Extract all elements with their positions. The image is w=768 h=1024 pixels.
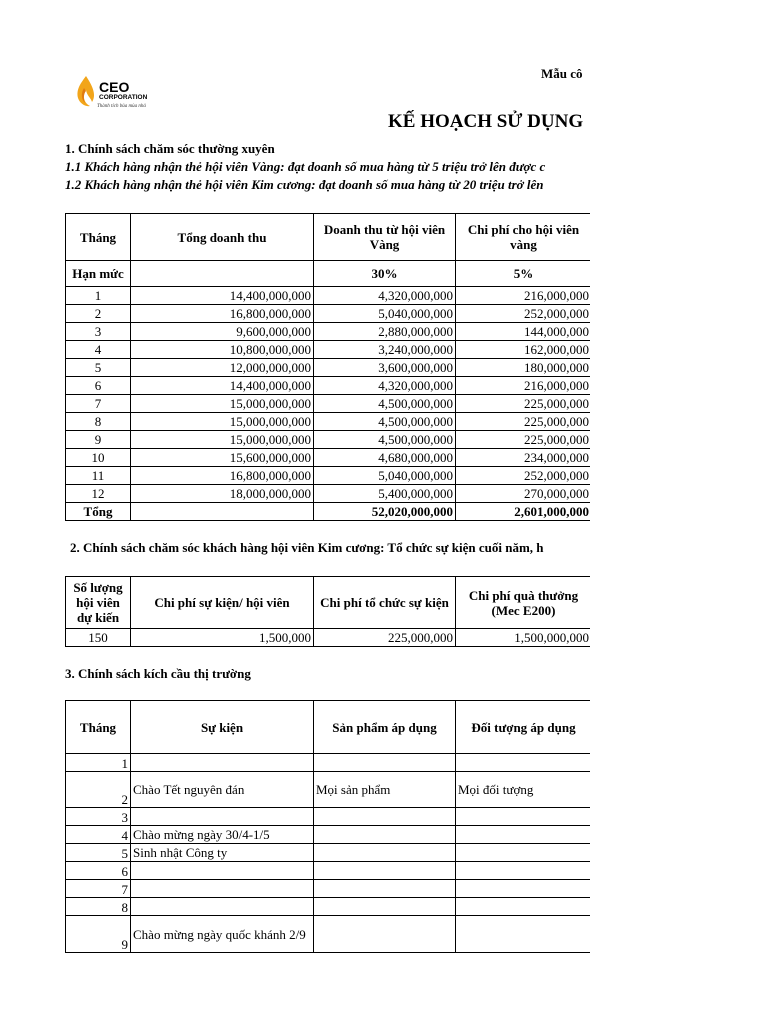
table-row: [66, 772, 591, 808]
cell: 4,680,000,000: [314, 449, 456, 467]
cell: 2: [66, 772, 131, 808]
cell: 4,500,000,000: [314, 431, 456, 449]
cell: [456, 754, 591, 772]
cell: 12: [66, 485, 131, 503]
cell: 16,800,000,000: [131, 305, 314, 323]
cell: 9: [66, 431, 131, 449]
cell: [314, 862, 456, 880]
cell: 162,000,000: [456, 341, 591, 359]
table-row: [66, 377, 591, 395]
limit-pct-2: 5%: [456, 261, 591, 287]
table-row: [66, 916, 591, 953]
cell: 225,000,000: [456, 413, 591, 431]
cell: 4: [66, 826, 131, 844]
table-row: [66, 754, 591, 772]
cell: 252,000,000: [456, 467, 591, 485]
cell: 7: [66, 395, 131, 413]
cell: 5,040,000,000: [314, 305, 456, 323]
cell: 144,000,000: [456, 323, 591, 341]
cell: 9,600,000,000: [131, 323, 314, 341]
cell: 15,600,000,000: [131, 449, 314, 467]
cell: [456, 808, 591, 826]
cell: 6: [66, 377, 131, 395]
cell: 4,320,000,000: [314, 287, 456, 305]
header-cell: Tháng: [66, 214, 131, 261]
header-cell: Chi phí quà thưởng (Mec E200): [456, 577, 591, 629]
cell: 5: [66, 359, 131, 377]
limit-label: Hạn mức: [66, 261, 131, 287]
header-cell: Tháng: [66, 701, 131, 754]
empty-cell: [131, 503, 314, 521]
flame-icon: [72, 74, 100, 108]
cell: 216,000,000: [456, 287, 591, 305]
total-row: [66, 503, 591, 521]
limit-pct-1: 30%: [314, 261, 456, 287]
cell: 270,000,000: [456, 485, 591, 503]
table-header-row: [66, 214, 591, 261]
cell: 5,040,000,000: [314, 467, 456, 485]
header-cell: Số lượng hội viên dự kiến: [66, 577, 131, 629]
cell: 16,800,000,000: [131, 467, 314, 485]
table-row: [66, 844, 591, 862]
header-cell: Đối tượng áp dụng: [456, 701, 591, 754]
cell: 15,000,000,000: [131, 413, 314, 431]
cell: 4,320,000,000: [314, 377, 456, 395]
cell: 7: [66, 880, 131, 898]
table-row: [66, 485, 591, 503]
section1-line2: 1.2 Khách hàng nhận thẻ hội viên Kim cương: đạt doanh số mua hàng từ 20 triệu trở lên: [65, 177, 544, 192]
cell: 10: [66, 449, 131, 467]
cell: 225,000,000: [456, 395, 591, 413]
table-row: [66, 898, 591, 916]
cell: [131, 862, 314, 880]
cell: 2: [66, 305, 131, 323]
cell: 10,800,000,000: [131, 341, 314, 359]
cell: [314, 880, 456, 898]
table-row: [66, 305, 591, 323]
cell: 3,240,000,000: [314, 341, 456, 359]
cell: Mọi đối tượng: [456, 772, 591, 808]
cell: 8: [66, 413, 131, 431]
cell: 8: [66, 898, 131, 916]
logo-ceo: CEO: [99, 79, 130, 95]
cell: 1: [66, 287, 131, 305]
cell: [314, 916, 456, 953]
table-row: [66, 395, 591, 413]
cell: 4,500,000,000: [314, 413, 456, 431]
cell: 225,000,000: [456, 431, 591, 449]
header-cell: Chi phí cho hội viên vàng: [456, 214, 591, 261]
cell: 3: [66, 323, 131, 341]
cell: 1: [66, 754, 131, 772]
header-cell: Tổng doanh thu: [131, 214, 314, 261]
cell: 150: [66, 629, 131, 647]
cell: [131, 880, 314, 898]
cell: 180,000,000: [456, 359, 591, 377]
cell: [314, 826, 456, 844]
header-cell: Chi phí tổ chức sự kiện: [314, 577, 456, 629]
limit-row: [66, 261, 591, 287]
header-cell: Chi phí sự kiện/ hội viên: [131, 577, 314, 629]
table-header-row: [66, 701, 591, 754]
cell: [456, 898, 591, 916]
table-row: [66, 449, 591, 467]
cell: 216,000,000: [456, 377, 591, 395]
table-row: [66, 467, 591, 485]
cell: [314, 754, 456, 772]
table-row: [66, 826, 591, 844]
cell: 5,400,000,000: [314, 485, 456, 503]
cell: [456, 880, 591, 898]
cell: 1,500,000: [131, 629, 314, 647]
page-title: KẾ HOẠCH SỬ DỤNG: [388, 111, 584, 132]
table-row: [66, 323, 591, 341]
gold-member-table: [65, 213, 590, 521]
cell: [456, 844, 591, 862]
cell: Mọi sản phẩm: [314, 772, 456, 808]
section1-line1: 1.1 Khách hàng nhận thẻ hội viên Vàng: đạt doanh số mua hàng từ 5 triệu trở lên được c: [65, 159, 546, 174]
section2-heading: 2. Chính sách chăm sóc khách hàng hội viên Kim cương: Tổ chức sự kiện cuối năm, h: [70, 540, 544, 555]
cell: 3: [66, 808, 131, 826]
cell: 1,500,000,000: [456, 629, 591, 647]
header-cell: Sản phẩm áp dụng: [314, 701, 456, 754]
cell: [131, 898, 314, 916]
table-row: [66, 808, 591, 826]
total-col4: 2,601,000,000: [456, 503, 591, 521]
cell: 6: [66, 862, 131, 880]
cell: [456, 916, 591, 953]
total-label: Tổng: [66, 503, 131, 521]
header-cell: Sự kiện: [131, 701, 314, 754]
section3-heading: 3. Chính sách kích cầu thị trường: [65, 666, 251, 681]
total-col3: 52,020,000,000: [314, 503, 456, 521]
diamond-event-table: [65, 576, 590, 647]
cell: 2,880,000,000: [314, 323, 456, 341]
cell: 225,000,000: [314, 629, 456, 647]
table-row: [66, 287, 591, 305]
cell: 9: [66, 916, 131, 953]
cell: 3,600,000,000: [314, 359, 456, 377]
cell: [314, 844, 456, 862]
cell: Sinh nhật Công ty: [131, 844, 314, 862]
table-row: [66, 629, 591, 647]
cell: 14,400,000,000: [131, 287, 314, 305]
cell: 18,000,000,000: [131, 485, 314, 503]
table-row: [66, 359, 591, 377]
cell: Chào mừng ngày quốc khánh 2/9: [131, 916, 314, 953]
cell: 14,400,000,000: [131, 377, 314, 395]
cell: 234,000,000: [456, 449, 591, 467]
form-label: Mẫu cô: [541, 66, 583, 81]
cell: 4: [66, 341, 131, 359]
cell: 15,000,000,000: [131, 431, 314, 449]
logo-tagline: Thành tích bủa mùa nhả: [97, 104, 146, 109]
cell: 12,000,000,000: [131, 359, 314, 377]
section1-heading: 1. Chính sách chăm sóc thường xuyên: [65, 141, 275, 156]
header-cell: Doanh thu từ hội viên Vàng: [314, 214, 456, 261]
market-stimulus-table: [65, 700, 590, 953]
empty-cell: [131, 261, 314, 287]
cell: [131, 808, 314, 826]
cell: [456, 862, 591, 880]
table-row: [66, 341, 591, 359]
table-header-row: [66, 577, 591, 629]
cell: 4,500,000,000: [314, 395, 456, 413]
ceo-logo: [72, 72, 162, 112]
cell: Chào Tết nguyên đán: [131, 772, 314, 808]
table-row: [66, 862, 591, 880]
cell: 5: [66, 844, 131, 862]
table-row: [66, 431, 591, 449]
cell: Chào mừng ngày 30/4-1/5: [131, 826, 314, 844]
cell: 252,000,000: [456, 305, 591, 323]
table-row: [66, 880, 591, 898]
cell: [314, 898, 456, 916]
logo-corporation: CORPORATION: [99, 94, 148, 101]
cell: 15,000,000,000: [131, 395, 314, 413]
cell: 11: [66, 467, 131, 485]
cell: [314, 808, 456, 826]
cell: [131, 754, 314, 772]
table-row: [66, 413, 591, 431]
cell: [456, 826, 591, 844]
